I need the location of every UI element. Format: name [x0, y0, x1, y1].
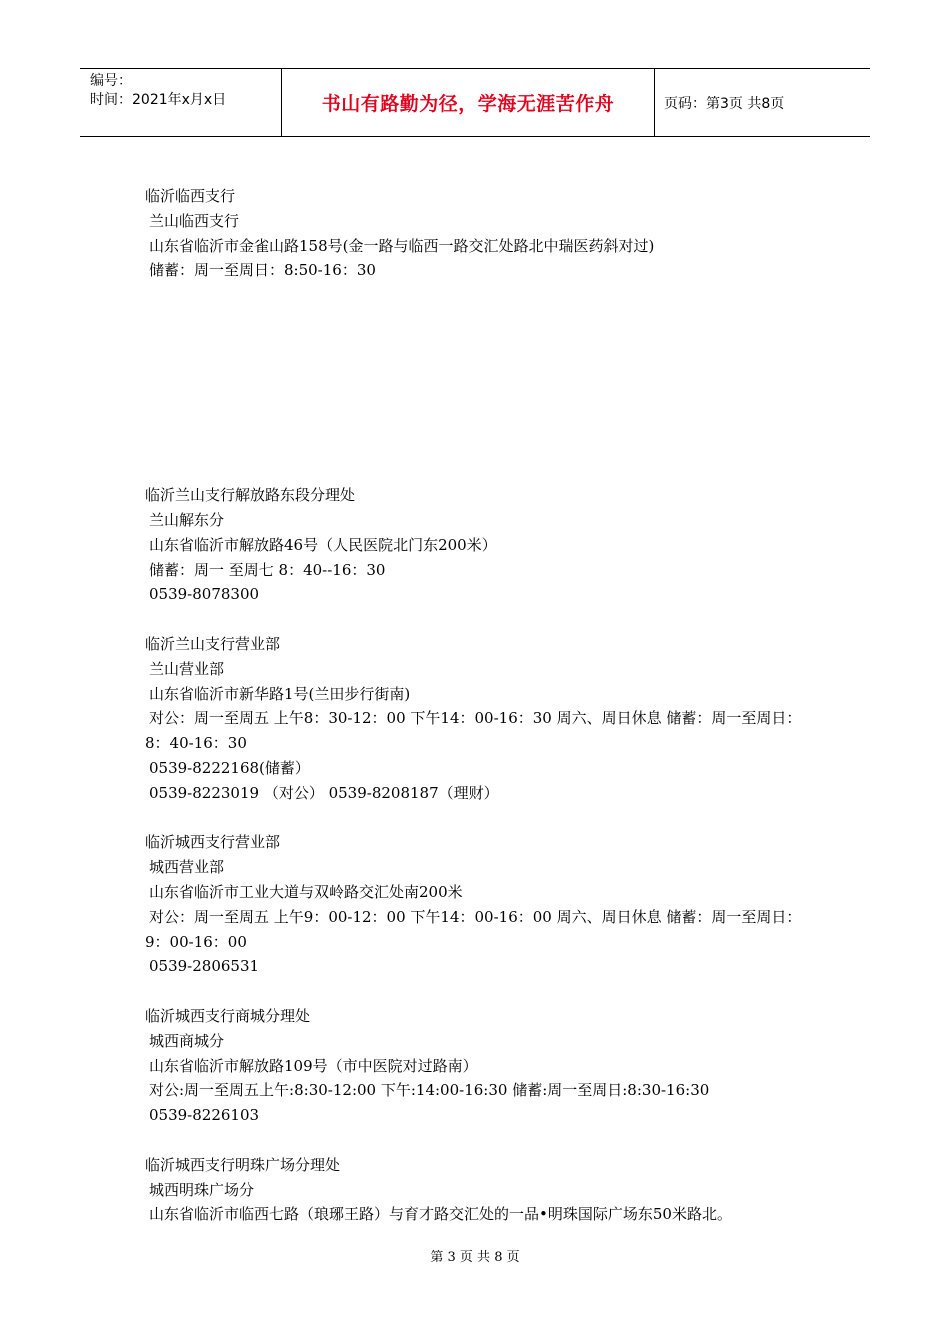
- branch-hours: 储蓄：周一 至周七 8：40--16：30: [149, 560, 386, 579]
- branch-name: 临沂城西支行商城分理处: [145, 1006, 311, 1025]
- branch-name: 临沂城西支行营业部: [145, 833, 281, 852]
- branch-address: 山东省临沂市工业大道与双岭路交汇处南200米: [149, 882, 463, 901]
- branch-address: 山东省临沂市新华路1号(兰田步行街南): [149, 684, 411, 703]
- branch-hours: 对公：周一至周五 上午9：00-12：00 下午14：00-16：00 周六、周日休息 储蓄：周一至周日：9：00-16：00: [145, 907, 802, 951]
- branch-short-name: 兰山临西支行: [149, 211, 240, 230]
- branch-short-name: 兰山营业部: [149, 659, 225, 678]
- branch-name: 临沂临西支行: [145, 187, 236, 205]
- branch-hours: 储蓄：周一至周日：8:50-16：30: [149, 261, 376, 280]
- paragraph-gap: [145, 1128, 815, 1153]
- page-footer: 第 3 页 共 8 页: [430, 1250, 520, 1265]
- branch-short-name: 城西明珠广场分: [149, 1180, 255, 1199]
- header-time-label: 时间：2021年x月x日: [90, 92, 227, 108]
- branch-entry: [145, 483, 815, 607]
- blank-space: [145, 283, 815, 483]
- branch-phone: 0539-8078300: [149, 585, 260, 604]
- branch-hours: 对公：周一至周五 上午8：30-12：00 下午14：00-16：30 周六、周日休息 储蓄：周一至周日：8：40-16：30: [145, 709, 802, 753]
- branch-address: 山东省临沂市解放路46号（人民医院北门东200米）: [149, 535, 497, 554]
- branch-address: 山东省临沂市金雀山路158号(金一路与临西一路交汇处路北中瑞医药斜对过): [149, 236, 655, 255]
- header-meta: [80, 69, 282, 136]
- branch-phone: 0539-8226103: [149, 1106, 260, 1125]
- paragraph-gap: [145, 607, 815, 632]
- branch-phone: 0539-8222168(储蓄）: [149, 758, 310, 777]
- branch-phone-secondary: 0539-8223019 （对公） 0539-8208187（理财）: [149, 783, 499, 802]
- branch-entry: [145, 830, 815, 979]
- branch-address: 山东省临沂市解放路109号（市中医院对过路南）: [149, 1056, 478, 1075]
- paragraph-gap: [145, 806, 815, 831]
- header-number-label: 编号：: [90, 73, 132, 89]
- paragraph-gap: [145, 979, 815, 1004]
- branch-phone: 0539-2806531: [149, 957, 260, 976]
- document-body: [145, 184, 815, 1227]
- branch-entry: [145, 184, 815, 283]
- branch-entry: [145, 1153, 815, 1227]
- branch-short-name: 城西商城分: [149, 1031, 225, 1050]
- page-header: [80, 68, 870, 137]
- branch-name: 临沂城西支行明珠广场分理处: [145, 1155, 341, 1174]
- branch-name: 临沂兰山支行营业部: [145, 634, 281, 653]
- branch-name: 临沂兰山支行解放路东段分理处: [145, 486, 356, 505]
- header-page-info: 页码：第3页 共8页: [664, 95, 785, 112]
- branch-entry: [145, 632, 815, 806]
- branch-hours: 对公:周一至周五上午:8:30-12:00 下午:14:00-16:30 储蓄:周一至周日:8:30-16:30: [149, 1081, 710, 1100]
- branch-entry: [145, 1004, 815, 1128]
- header-motto: 书山有路勤为径，学海无涯苦作舟: [282, 69, 655, 136]
- branch-short-name: 兰山解东分: [149, 510, 225, 529]
- branch-address: 山东省临沂市临西七路（琅琊王路）与育才路交汇处的一品•明珠国际广场东50米路北。: [149, 1205, 732, 1224]
- branch-short-name: 城西营业部: [149, 858, 225, 877]
